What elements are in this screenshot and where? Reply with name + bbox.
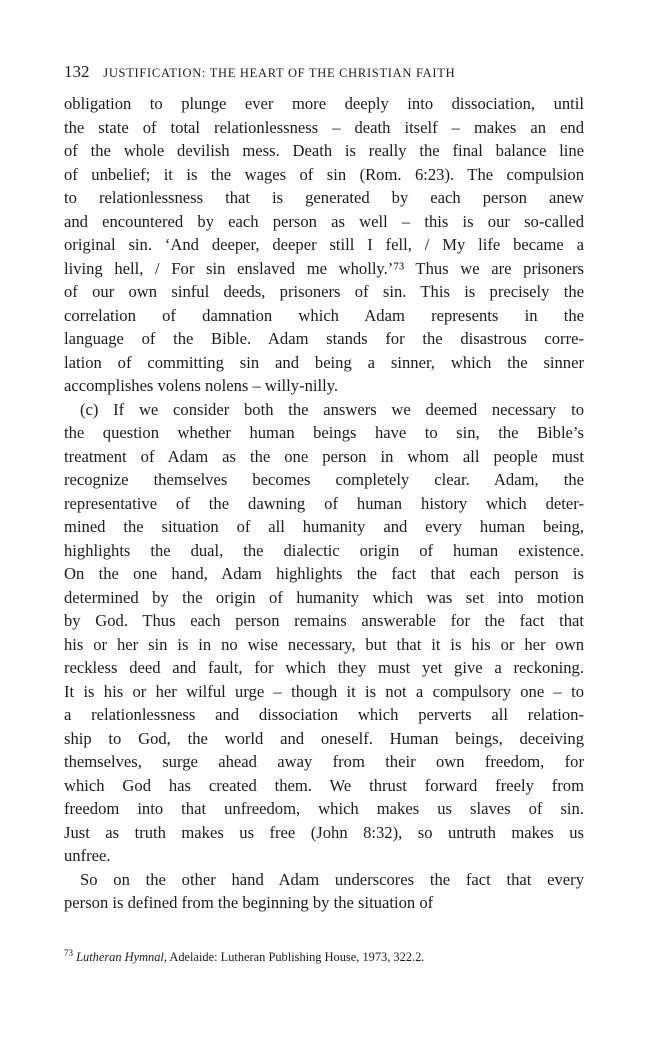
text-line: representative of the dawning of human history which deter-: [64, 493, 584, 513]
text-line: of the whole devilish mess. Death is really the final balance line: [64, 141, 584, 160]
text-line: treatment of Adam as the one person in whom all people must: [64, 446, 584, 466]
text-line: his or her sin is in no wise necessary, but that it is his or her own: [64, 634, 584, 654]
text-line: and encountered by each person as well – this is our so-called: [64, 211, 584, 231]
text-line: of our own sinful deeds, prisoners of sin. This is precisely the: [64, 282, 584, 301]
text-line: Just as truth makes us free (John 8:32), so untruth makes us: [64, 822, 584, 842]
text-line: original sin. ‘And deeper, deeper still I fell, / My life became a: [64, 235, 584, 254]
footnote-source-title: Lutheran Hymnal: [76, 950, 164, 964]
footnote: [64, 947, 584, 965]
text-line: person is defined from the beginning by the situation of: [64, 893, 434, 912]
text-line: correlation of damnation which Adam represents in the: [64, 305, 584, 325]
text-line: freedom into that unfreedom, which makes us slaves of sin.: [64, 799, 584, 818]
text-line: the question whether human beings have to sin, the Bible’s: [64, 423, 584, 442]
text-line: unfree.: [64, 846, 111, 865]
page-number: 132: [64, 62, 90, 81]
footnote-marker: 73: [64, 947, 73, 958]
paragraph: [64, 398, 584, 868]
text-line: ship to God, the world and oneself. Human beings, deceiving: [64, 728, 584, 748]
text-line: reckless deed and fault, for which they must yet give a reckoning.: [64, 658, 584, 677]
text-line: It is his or her wilful urge – though it is not a compulsory one – to: [64, 681, 584, 701]
text-line: by God. Thus each person remains answerable for the fact that: [64, 611, 584, 630]
text-line: accomplishes volens nolens – willy-nilly.: [64, 376, 339, 395]
running-head: JUSTIFICATION: THE HEART OF THE CHRISTIAN FAITH: [103, 66, 456, 80]
text-line: which God has created them. We thrust forward freely from: [64, 775, 584, 795]
text-line: the state of total relationlessness – death itself – makes an end: [64, 117, 584, 137]
text-line: obligation to plunge ever more deeply into dissociation, until: [64, 94, 584, 113]
text-line: lation of committing sin and being a sinner, which the sinner: [64, 352, 584, 372]
text-line: determined by the origin of humanity which was set into motion: [64, 587, 584, 607]
text-line: of unbelief; it is the wages of sin (Rom. 6:23). The compulsion: [64, 164, 584, 184]
text-line: On the one hand, Adam highlights the fact that each person is: [64, 564, 584, 583]
text-line: highlights the dual, the dialectic origin of human existence.: [64, 540, 584, 560]
text-line: themselves, surge ahead away from their own freedom, for: [64, 752, 584, 771]
text-line: mined the situation of all humanity and every human being,: [64, 517, 584, 536]
page-header: [64, 62, 455, 82]
text-line: a relationlessness and dissociation which perverts all relation-: [64, 705, 584, 724]
text-line: So on the other hand Adam underscores the fact that every: [80, 869, 584, 889]
text-line: recognize themselves becomes completely clear. Adam, the: [64, 470, 584, 489]
text-line: language of the Bible. Adam stands for the disastrous corre-: [64, 329, 584, 348]
paragraph: [64, 868, 584, 915]
text-line: to relationlessness that is generated by each person anew: [64, 188, 584, 207]
text-line: living hell, / For sin enslaved me wholly.’⁷³ Thus we are prisoners: [64, 258, 584, 278]
text-line: (c) If we consider both the answers we deemed necessary to: [80, 399, 584, 419]
footnote-text: , Adelaide: Lutheran Publishing House, 1973, 322.2.: [163, 950, 425, 964]
paragraph: [64, 92, 584, 398]
body-text: [64, 92, 584, 915]
